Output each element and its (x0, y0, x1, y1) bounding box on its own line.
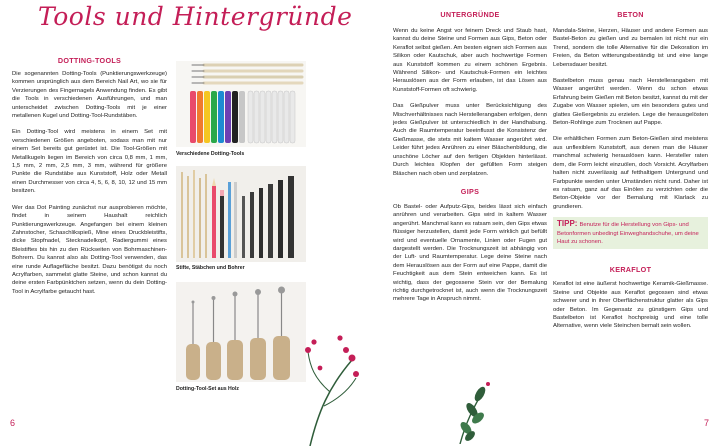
middle-para-2: Das Gießpulver muss unter Berücksichtigung des Mischverhältnisses nach Herstellerangaben erfolgen, denn jedes Gießpulver ist unterschiedlich in der Handhabung. Auch die Raumtemperatur beeinflusst die Konsistenz der Gießmasse, die stets mit kaltem Wasser angerührt wird. Leider führt jedes Anrühren zu einer Bläschenbildung, die unschöne Löcher auf den fertigen Objekten hinterlässt. Durch leichtes Klopfen der gefüllten Form steigen Bläschen nach oben und zerplatzen. (393, 103, 547, 177)
photo1-caption: Verschiedene Dotting-Tools (176, 151, 245, 157)
photo2-caption: Stifte, Stäbchen und Bohrer (176, 265, 245, 271)
tip-text: Benutze für die Herstellung von Gips- und Betonformen unbedingt Einweghandschuhe, um deine Haut zu schonen. (557, 222, 699, 245)
dotting-tools-photo (176, 61, 306, 147)
keraflot-text: Keraflot ist eine äußerst hochwertige Keramik-Gießmasse. Steine und Objekte aus Keraflot gegossen sind etwas schwerer und in ihrer Oberflächenstruktur glatter als Gips oder Beton. Im Gegensatz zu günstigem Gips und Bastelbeton ist Keraflot hochpreisig und eine tolle Alternative, wenn viele Steinchen bemalt sein wollen. (553, 281, 708, 330)
gips-text: Ob Bastel- oder Aufputz-Gips, beides lässt sich einfach anrühren und verarbeiten. Gips wird in kaltem Wasser angerührt. Manchmal kann es ratsam sein, den Gips etwas flüssiger herzustellen, damit jede Form wirklich gut befüllt wird und eventuelle Ornamente, Linien oder Fugen gut dargestellt werden. Die Trocknungszeit ist abhängig von der Luft- und Raumtemperatur. Lege deine Steine nach dem Herauslösen aus der Form auf eine Pappe, damit die Feuchtigkeit aus dem Stein entweichen kann. Es ist wichtig, dass der gegossene Stein vor der Bemalung richtig durchgetrocknet ist, auch wenn die Trocknungszeit mehrere Tage in Anspruch nimmt. (393, 203, 547, 303)
beton-text-3: Die erhältlichen Formen zum Beton-Gießen sind meistens aus unflexiblem Kunststoff, aus denen man die Häuser manchmal schwierig herauslösen kann. Hersteller raten dem, die Form leicht einzuölen, doch Vorsicht. Acrylfarben halten nicht zuverlässig auf fetthaltigem Untergrund und Farbpunkte werden unter Umständen nicht rund. Daher ist es ratsam, ganz auf das Einölen zu verzichten oder die Beton-Objekte vor der Bemalung mit Klarlack zu grundieren. (553, 136, 708, 210)
right-column (553, 27, 708, 331)
wooden-tools-illustration (176, 282, 306, 382)
wooden-tools-photo (176, 282, 306, 382)
photo3-caption: Dotting-Tool-Set aus Holz (176, 386, 240, 392)
pencils-drills-illustration (176, 166, 306, 262)
beton-heading: BETON (617, 10, 644, 19)
dotting-para-3: Wer das Dot Painting zunächst nur ausprobieren möchte, findet in seinem Haushalt reichlich Punktierungswerkzeuge. Angefangen bei einem kleinen Zahnstocher, Schaschlikspieß, Mine eines Druckbleistifts, dicke Stopfnadel, Stecknadelkopf, Radiergummi eines Bleistiftes bis hin zu den Rückseiten von Bohrmaschinen-Bohrern. Du kannst also als Dotting-Tool verwenden, das eine runde Auflagefläche besitzt. Dazu benötigst du noch Acrylfarben, sammelst glatte Steine, und schon kannst du deine ersten Farbpünktchen setzen, wenn du dein Dotting-Tool in Acrylfarbe getaucht hast. (12, 204, 167, 295)
page-number-left: 6 (10, 418, 16, 428)
page-number-right: 7 (704, 418, 710, 428)
berry-branch-decoration (300, 308, 362, 446)
keraflot-heading: KERAFLOT (609, 265, 652, 275)
dotting-tools-illustration (176, 61, 306, 147)
beton-text-2: Bastelbeton muss genau nach Herstellerangaben mit Wasser angerührt werden. Wenn du schon etwas Erfahrung beim Gießen mit Beton besitzt, kannst du mit der Zugabe von Wasser spielen, um ein besonders gutes und glattes Gießergebnis zu erzielen. Lege die herausgelösten Beton-Rohlinge zum Trocknen auf Pappe. (553, 78, 708, 127)
pencils-drills-photo (176, 166, 306, 262)
left-column (12, 70, 167, 296)
dotting-para-2: Ein Dotting-Tool wird meistens in einem Set mit verschiedenen Größen angeboten, sodass man mit nur einem Set bereits gut gerüstet ist. Die Tool-Größen mit Metallkugeln liegen im Bereich von circa 0,8 mm, 1 mm, 1,5 mm, 2 mm, 2,5 mm, 3 mm, während für größere Punkte die Rundstäbe aus Kunststoff, Holz oder Metall einen Durchmesser von circa 4, 5, 6, 8, 10, 12 und 15 mm besitzen. (12, 129, 167, 195)
leaf-branch-decoration (440, 372, 510, 444)
tip-label: TIPP: (557, 219, 578, 229)
dotting-tools-heading: DOTTING-TOOLS (57, 56, 122, 65)
beton-text-1: Mandala-Steine, Herzen, Häuser und andere Formen aus Bastel-Beton zu gießen und zu bemalen ist nicht nur ein Trend, sondern die tolle Alternative für die Dekoration im Freien, da Beton witterungsbeständig ist und eine lange Lebensdauer besitzt. (553, 28, 708, 68)
gips-heading: GIPS (460, 186, 480, 196)
tip-box (553, 217, 708, 249)
untergruende-heading: UNTERGRÜNDE (440, 10, 500, 19)
middle-intro-para: Wenn du keine Angst vor feinem Dreck und Staub hast, kannst du deine Steine und Formen aus Gips, Beton oder Keraflot selbst gießen. Am besten eignen sich Formen aus Silikon oder Kautschuk, aber auch hochwertige Formen aus Kunststoff kommen zu einem schönen Ergebnis. Während Silikon- und Kautschuk-Formen ein leichtes Herauslösen aus der Form erlauben, ist das Lösen aus Kunststoff-Formen oft schwierig. (393, 28, 547, 93)
middle-column (393, 27, 547, 304)
page-title: Tools und Hintergründe (38, 2, 353, 31)
dotting-para-1: Die sogenannten Dotting-Tools (Punktierungswerkzeuge) kommen ursprünglich aus dem Bereich Nail Art, wo sie für Verzierungen des Fingernagels Anwendung finden. Es gibt die Tools in verschiedenen Ausführungen, und man unterscheidet zwischen Dotting-Tools mit je einer metallenen Kugel und Dotting-Tool-Rundstäben. (12, 71, 167, 120)
